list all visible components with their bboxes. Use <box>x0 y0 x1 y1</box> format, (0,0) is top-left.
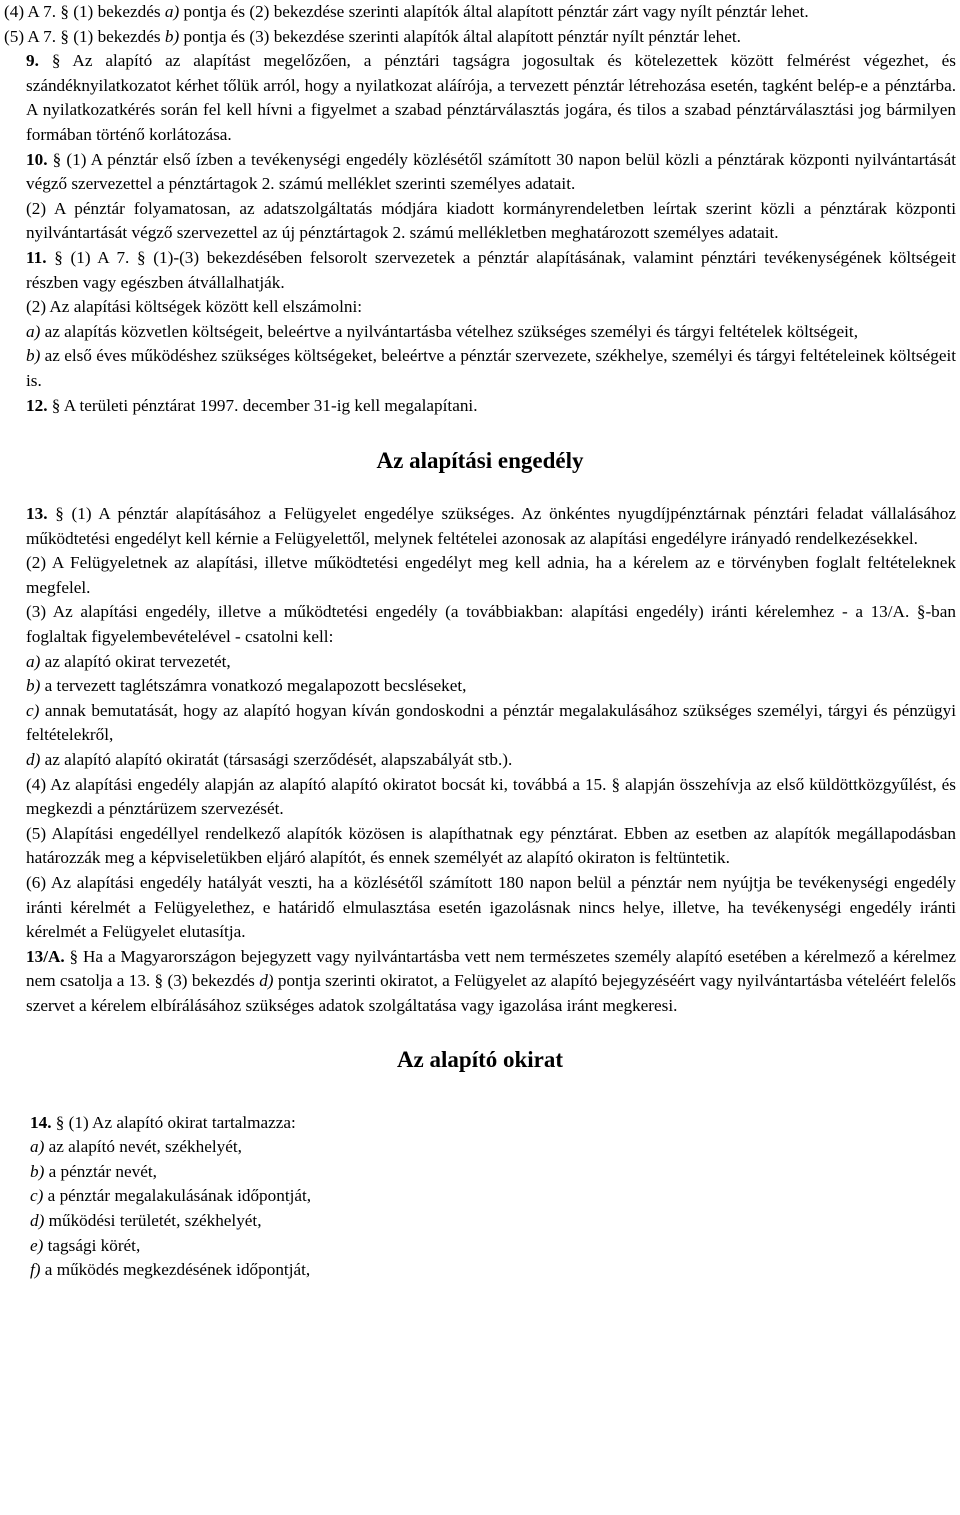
paragraph-text: (6) Az alapítási engedély hatályát veszti, ha a közlésétől számított 180 napon belül a pénztár nem nyújtja be tevékenységi engedély iránti kérelmét a Felügyelethez, e határidő elmulasztása esetén igazolásnak nincs helye, illetve, ha tevékenységi engedély iránti kérelmét a Felügyelet elutasítja. <box>26 873 956 942</box>
list-marker: a) <box>26 321 41 341</box>
paragraph-text: § A területi pénztárat 1997. december 31-ig kell megalapítani. <box>47 395 478 415</box>
list-marker: b) <box>26 346 41 366</box>
heading-alapito-okirat: Az alapító okirat <box>396 1046 564 1072</box>
section-number: 10. <box>26 149 48 169</box>
paragraph-text: § (1) A 7. § (1)-(3) bekezdésében felsorolt szervezetek a pénztár alapításának, valamint pénztári tevékenységének költségeit részben vagy egészben átvállalhatják. <box>26 247 956 292</box>
paragraph-text: § Ha a Magyarországon bejegyzett vagy nyilvántartásba vett nem természetes személy alapító esetében a kérelmező a kérelmez nem csatolja a 13. § (3) bekezdés <box>26 946 956 991</box>
paragraph <box>4 502 956 551</box>
paragraph-text: tagsági körét, <box>43 1235 141 1255</box>
paragraph-text: (4) Az alapítási engedély alapján az alapító alapító okiratot bocsát ki, továbbá a 15. § alapján összehívja az első küldöttközgyűlést, és megkezdi a pénztárüzem szervezését. <box>26 774 956 819</box>
paragraph-text: (2) Az alapítási költségek között kell elszámolni: <box>26 297 363 317</box>
paragraph <box>4 246 956 295</box>
paragraph-text: a pénztár nevét, <box>44 1161 157 1181</box>
section-middle <box>4 502 956 1018</box>
paragraph <box>30 1135 956 1160</box>
paragraph-text: § (1) A pénztár alapításához a Felügyelet engedélye szükséges. Az önkéntes nyugdíjpénztárnak pénztári feladat vállalásához működtetési engedélyt kell kérnie a Felügyelettől, melynek feltételei azonosak az alapítási engedélyre irányadó rendelkezésekkel. <box>26 504 956 548</box>
list-marker: c) <box>30 1186 44 1206</box>
paragraph-text: az alapító nevét, székhelyét, <box>44 1137 242 1157</box>
list-marker: b) <box>26 676 41 696</box>
list-marker: c) <box>26 700 40 720</box>
paragraph <box>4 148 956 197</box>
list-marker: a) <box>30 1137 45 1157</box>
paragraph-text: az alapító okirat tervezetét, <box>40 651 231 671</box>
paragraph-text: (3) Az alapítási engedély, illetve a működtetési engedély (a továbbiakban: alapítási engedély) iránti kérelemhez - a 13/A. §-ban foglaltak figyelembevételével - csatolni kell: <box>26 602 956 647</box>
paragraph <box>4 674 956 699</box>
list-marker: f) <box>30 1260 41 1280</box>
section-number: 14. <box>30 1112 52 1132</box>
paragraph-text: (2) A Felügyeletnek az alapítási, illetve működtetési engedélyt meg kell adnia, ha a kérelem az e törvényben foglalt feltételeknek megfelel. <box>26 553 956 597</box>
paragraph <box>4 551 956 600</box>
paragraph-text: az alapító alapító okiratát (társasági szerződését, alapszabályát stb.). <box>40 750 513 770</box>
list-marker: d) <box>30 1210 45 1230</box>
paragraph <box>4 394 956 419</box>
paragraph-text: (5) Alapítási engedéllyel rendelkező alapítók közösen is alapíthatnak egy pénztárat. Ebben az esetben az alapítók megállapodásban határozzák meg a képviseletükben eljáró alapítót, és ennek személyét az alapító okiraton is feltüntetik. <box>26 823 956 868</box>
paragraph <box>4 871 956 945</box>
paragraph <box>30 1111 956 1136</box>
paragraph-text: a pénztár megalakulásának időpontját, <box>43 1186 312 1206</box>
paragraph <box>4 295 956 320</box>
list-marker: a) <box>26 651 41 671</box>
paragraph <box>4 344 956 393</box>
paragraph <box>4 49 956 147</box>
section-number: 12. <box>26 395 48 415</box>
list-marker: e) <box>30 1235 44 1255</box>
paragraph-text: pontja szerinti okiratot, a Felügyelet az alapító bejegyzéséért vagy nyilvántartásba vételéért felelős szervet a kérelem elbírálásához szükséges adatok szolgáltatása vagy igazolása iránt megkeresi. <box>26 971 956 1015</box>
list-marker: a) <box>164 2 180 21</box>
paragraph-text: a tervezett taglétszámra vonatkozó megalapozott becsléseket, <box>40 676 467 696</box>
paragraph <box>4 822 956 871</box>
paragraph <box>30 1209 956 1234</box>
section-top <box>4 0 956 418</box>
paragraph <box>30 1258 956 1283</box>
paragraph-text: az első éves működéshez szükséges költségeket, beleértve a pénztár szervezete, székhelye, személyi és tárgyi feltételeinek költségeit is. <box>26 346 956 390</box>
paragraph-text: pontja és (3) bekezdése szerinti alapítók által alapított pénztár nyílt pénztár lehet. <box>179 26 741 46</box>
paragraph-text: § Az alapító az alapítást megelőzően, a pénztári tagságra jogosultak és kötelezettek között felmérést végezhet, és szándéknyilatkozatot kérhet tőlük arról, hogy a nyilatkozat aláírója, a tervezett pénztár létrehozása esetén, tagként belép-e a pénztárba. A nyilatkozatkérés során fel kell hívni a figyelmet a szabad pénztárválasztás jogára, és tilos a szabad pénztárválasztási jog bármilyen formában történő korlátozása. <box>26 51 956 144</box>
paragraph <box>30 1160 956 1185</box>
paragraph <box>4 600 956 649</box>
paragraph <box>4 197 956 246</box>
paragraph <box>4 699 956 748</box>
paragraph-text: annak bemutatását, hogy az alapító hogyan kíván gondoskodni a pénztár megalakulásához szükséges személyi, tárgyi és pénzügyi feltételekről, <box>26 700 956 745</box>
paragraph-text: (5) A 7. § (1) bekezdés <box>4 26 165 46</box>
paragraph <box>4 748 956 773</box>
paragraph <box>4 320 956 345</box>
paragraph <box>4 773 956 822</box>
paragraph-text: működési területét, székhelyét, <box>44 1210 262 1230</box>
paragraph-text: § (1) Az alapító okirat tartalmazza: <box>51 1112 296 1132</box>
paragraph-text: (2) A pénztár folyamatosan, az adatszolgáltatás módjára kiadott kormányrendeletben leírtak szerint közli a pénztárak központi nyilvántartását végző szervezettel az új pénztártagok 2. számú mellékletben meghatározott személyes adatait. <box>26 198 956 243</box>
paragraph-text: pontja és (2) bekezdése szerinti alapítók által alapított pénztár zárt vagy nyílt pénztár lehet. <box>179 2 809 21</box>
paragraph-text: az alapítás közvetlen költségeit, beleértve a nyilvántartásba vételhez szükséges személyi és tárgyi feltételek költségeit, <box>40 321 859 341</box>
list-marker: d) <box>259 971 274 991</box>
section-number: 11. <box>26 247 47 267</box>
heading-alapitasi-engedely: Az alapítási engedély <box>376 448 584 474</box>
section-bottom <box>4 1111 956 1283</box>
paragraph <box>4 0 956 25</box>
list-marker: d) <box>26 750 41 770</box>
paragraph <box>30 1234 956 1259</box>
paragraph <box>4 650 956 675</box>
section-number: 9. <box>26 51 39 71</box>
list-marker: b) <box>164 26 180 46</box>
section-number: 13. <box>26 504 48 524</box>
paragraph-text: (4) A 7. § (1) bekezdés <box>4 2 165 21</box>
section-number: 13/A. <box>26 946 65 966</box>
paragraph <box>4 945 956 1019</box>
list-marker: b) <box>30 1161 45 1181</box>
paragraph-text: § (1) A pénztár első ízben a tevékenységi engedély közlésétől számított 30 napon belül közli a pénztárak központi nyilvántartását végző szervezettel a pénztártagok 2. számú melléklet szerinti személyes adatait. <box>26 149 956 194</box>
paragraph-text: a működés megkezdésének időpontját, <box>40 1260 311 1280</box>
paragraph <box>4 25 956 50</box>
paragraph <box>30 1184 956 1209</box>
